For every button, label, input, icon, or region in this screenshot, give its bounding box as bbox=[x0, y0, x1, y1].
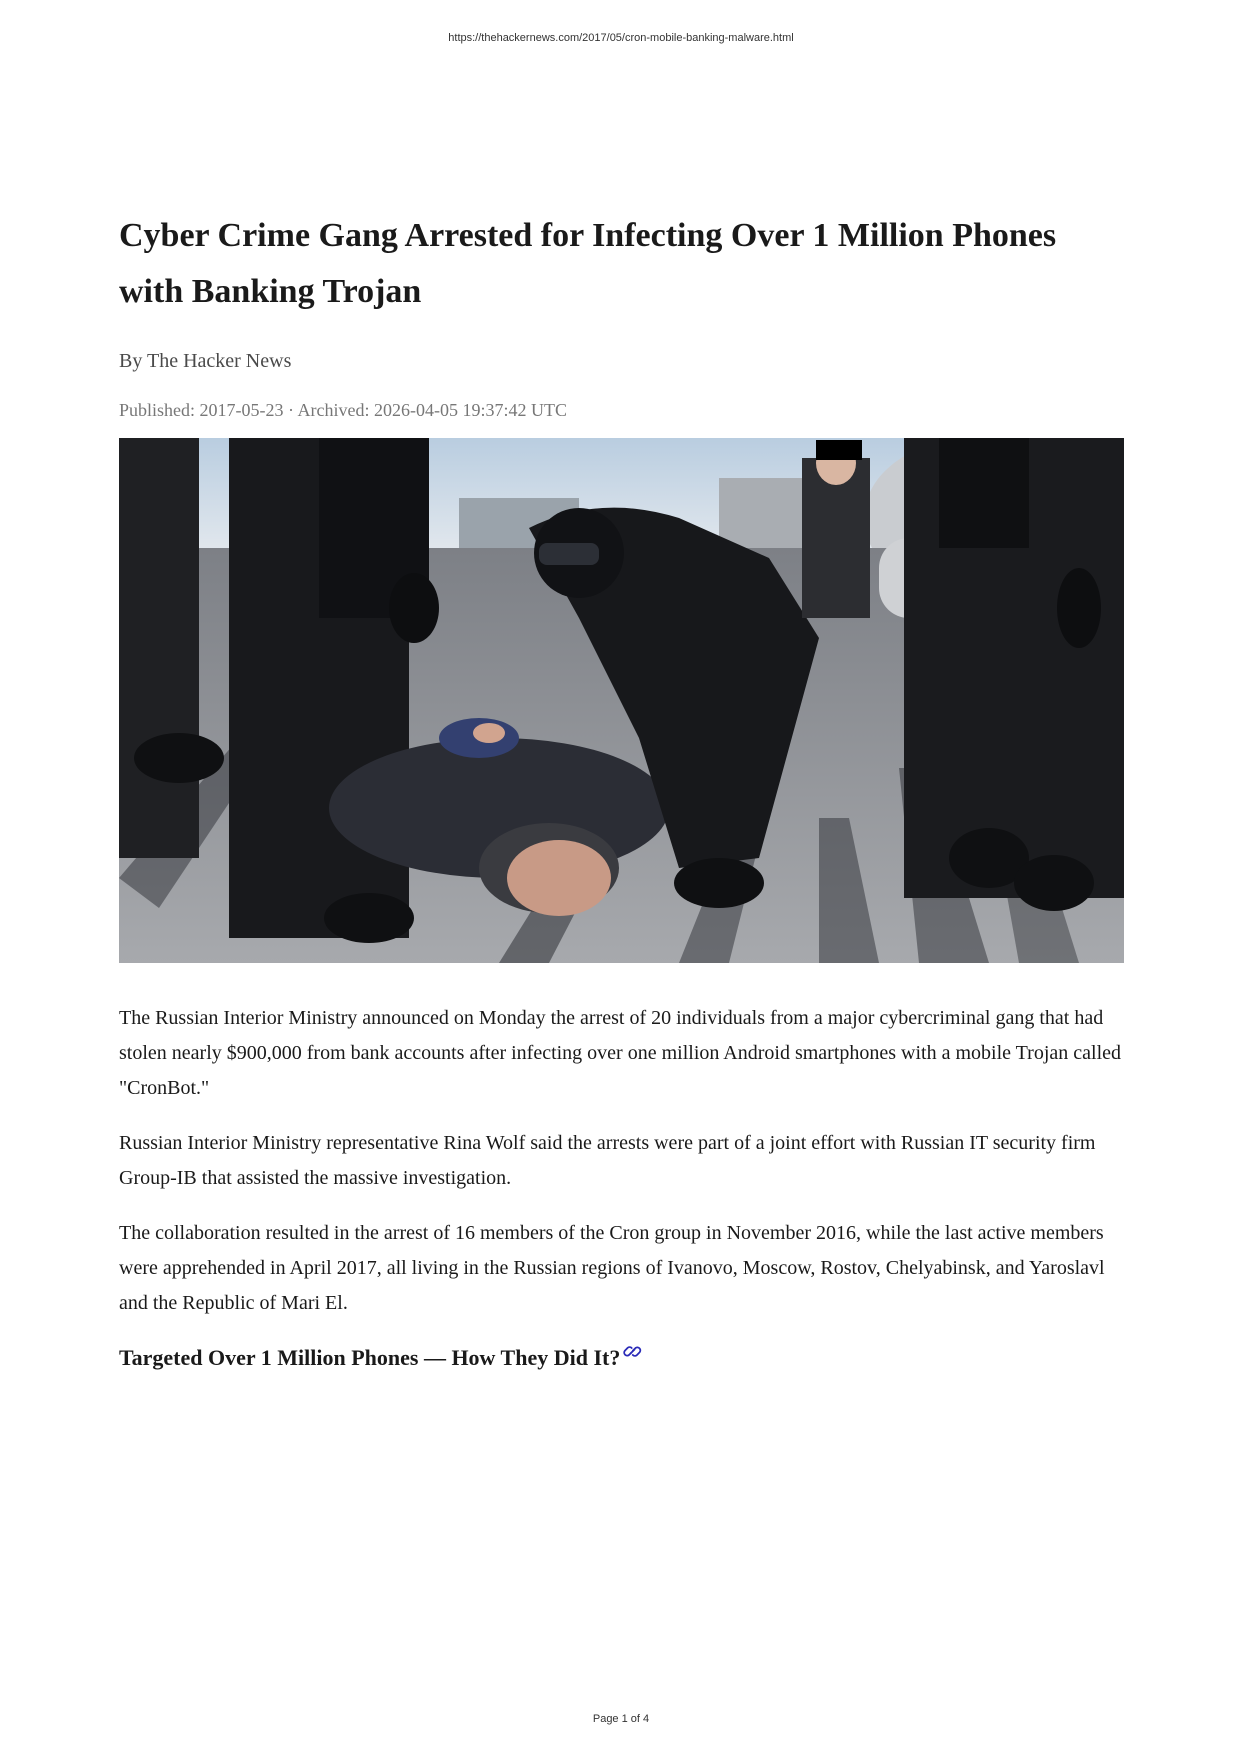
paragraph: The Russian Interior Ministry announced on Monday the arrest of 20 individuals from a major cybercriminal gang that had stolen nearly $900,000 from bank accounts after infecting over one million Android smartphones with a mobile Trojan called "CronBot." bbox=[119, 1007, 1122, 1099]
link-icon[interactable] bbox=[622, 1339, 646, 1369]
publish-meta: Published: 2017-05-23 · Archived: 2026-04-05 19:37:42 UTC bbox=[119, 400, 567, 420]
paragraph: Russian Interior Ministry representative Rina Wolf said the arrests were part of a joint effort with Russian IT security firm Group-IB that assisted the massive investigation. bbox=[119, 1132, 1096, 1189]
article-title: Cyber Crime Gang Arrested for Infecting Over 1 Million Phones with Banking Trojan bbox=[119, 217, 1057, 310]
page-number: Page 1 of 4 bbox=[592, 1713, 650, 1725]
section-heading bbox=[119, 1343, 1124, 1373]
article bbox=[119, 208, 1124, 1373]
section-heading-text: Targeted Over 1 Million Phones — How They Did It? bbox=[119, 1345, 621, 1370]
byline: By The Hacker News bbox=[119, 350, 292, 372]
paragraph: The collaboration resulted in the arrest of 16 members of the Cron group in November 2016, while the last active members were apprehended in April 2017, all living in the Russian regions of Ivanovo, Moscow, Rostov, Chelyabinsk, and Yaroslavl and the Republic of Mari El. bbox=[119, 1222, 1105, 1314]
page-url: https://thehackernews.com/2017/05/cron-mobile-banking-malware.html bbox=[448, 32, 794, 44]
article-body bbox=[119, 1001, 1124, 1321]
hero-image bbox=[119, 438, 1124, 963]
